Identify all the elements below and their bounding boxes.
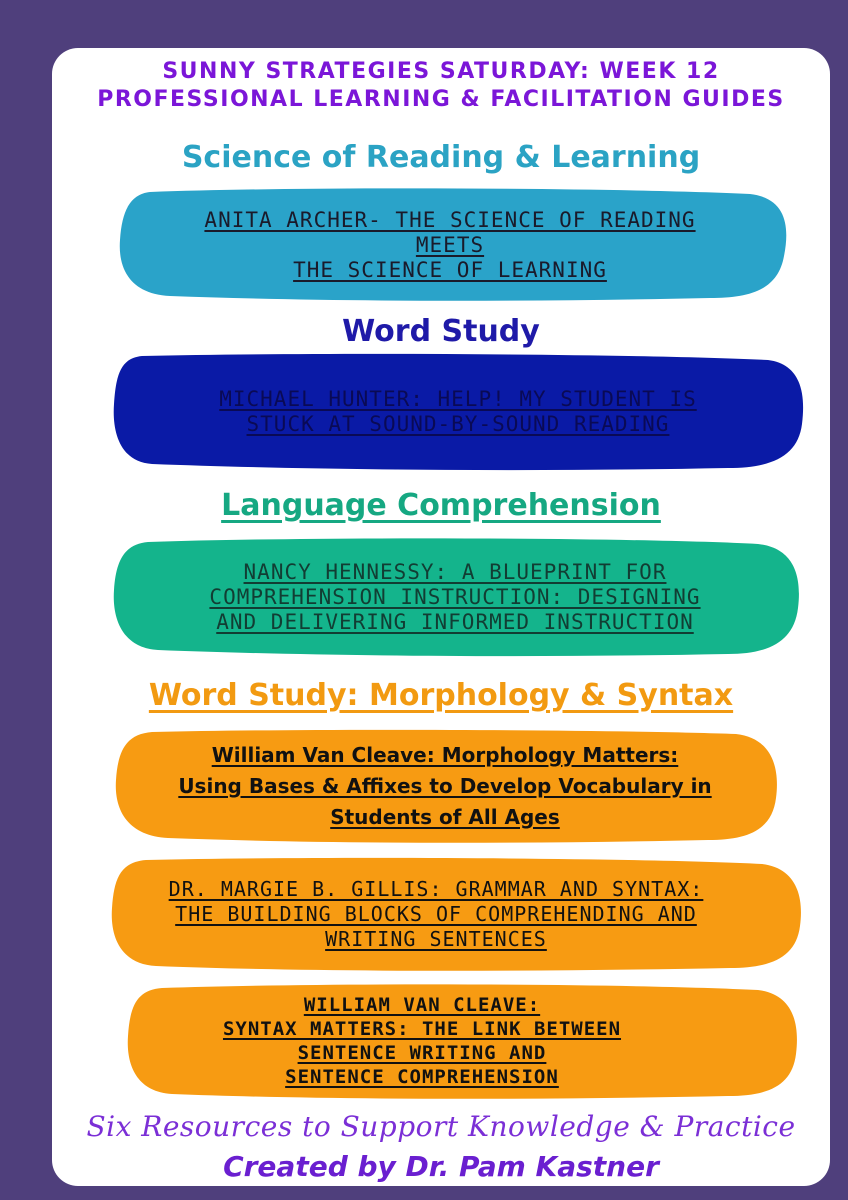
resource-archer-line2: MEETS (415, 232, 485, 257)
resource-hennessy-line1: NANCY HENNESSY: A BLUEPRINT FOR (243, 559, 667, 584)
resource-hunter-line1: MICHAEL HUNTER: HELP! MY STUDENT IS (219, 387, 697, 411)
resource-morphology-line2: Using Bases & Affixes to Develop Vocabulary in (178, 773, 712, 798)
resource-morphology-line3: Students of All Ages (330, 804, 560, 829)
footer-author: Created by Dr. Pam Kastner (223, 1150, 659, 1183)
section-title-word-study: Word Study (342, 314, 540, 349)
resource-hunter-line2: STUCK AT SOUND-BY-SOUND READING (246, 412, 670, 436)
resource-archer-line3: THE SCIENCE OF LEARNING (293, 257, 607, 282)
resource-gillis-line1: DR. MARGIE B. GILLIS: GRAMMAR AND SYNTAX: (168, 876, 704, 901)
resource-gillis-line3: WRITING SENTENCES (325, 926, 547, 951)
resource-link-hunter[interactable] (108, 352, 808, 472)
section-title-language: Language Comprehension (221, 488, 661, 523)
header-title-line1: SUNNY STRATEGIES SATURDAY: WEEK 12 (162, 59, 720, 84)
resource-link-vancleave-syntax[interactable] (122, 982, 722, 1100)
resource-hennessy-line3: AND DELIVERING INFORMED INSTRUCTION (216, 609, 694, 634)
resource-syntax-line2: SYNTAX MATTERS: THE LINK BETWEEN (222, 1018, 622, 1040)
resource-link-gillis[interactable] (106, 856, 766, 972)
resource-syntax-line3: SENTENCE WRITING AND (297, 1042, 547, 1064)
resource-archer-line1: ANITA ARCHER- THE SCIENCE OF READING (204, 207, 696, 232)
resource-link-hennessy[interactable] (108, 536, 802, 658)
resource-link-vancleave-morphology[interactable] (108, 728, 782, 844)
header-title-line2: PROFESSIONAL LEARNING & FACILITATION GUIDES (97, 87, 785, 112)
resource-link-archer[interactable] (110, 186, 790, 304)
section-title-morphology: Word Study: Morphology & Syntax (148, 678, 734, 713)
resource-syntax-line4: SENTENCE COMPREHENSION (285, 1066, 559, 1088)
resource-syntax-line1: WILLIAM VAN CLEAVE: (303, 994, 541, 1016)
resource-gillis-line2: THE BUILDING BLOCKS OF COMPREHENDING AND (175, 901, 697, 926)
resource-morphology-line1: William Van Cleave: Morphology Matters: (211, 742, 679, 767)
resource-hennessy-line2: COMPREHENSION INSTRUCTION: DESIGNING (209, 584, 701, 609)
section-title-science: Science of Reading & Learning (181, 140, 701, 175)
footer-tagline: Six Resources to Support Knowledge & Practice (86, 1110, 796, 1143)
